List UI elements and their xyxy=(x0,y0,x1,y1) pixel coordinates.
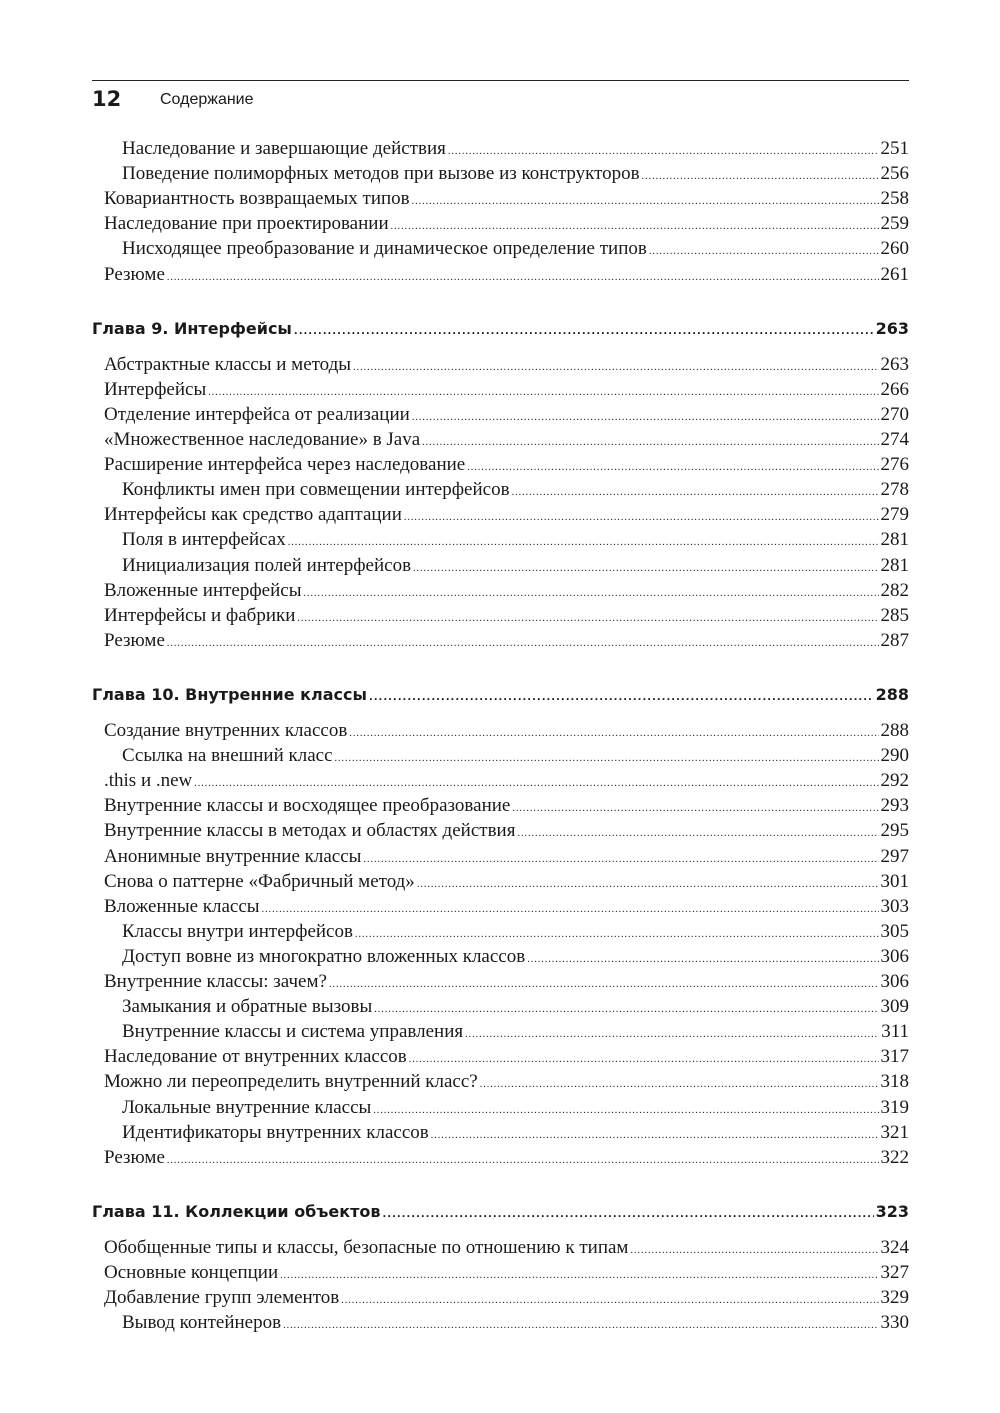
toc-entry xyxy=(92,820,909,842)
dot-leader xyxy=(412,196,879,207)
toc-entry-title: Ссылка на внешний класс xyxy=(122,745,333,767)
toc-entry-title: Основные концепции xyxy=(104,1262,279,1283)
toc-entry-title: Нисходящее преобразование и динамическое определение типов xyxy=(122,238,647,260)
chapter-heading xyxy=(92,685,909,704)
toc-entry-page: 287 xyxy=(880,629,909,651)
toc-entry-page: 290 xyxy=(880,745,909,767)
toc-entry-page: 263 xyxy=(880,353,909,375)
toc-entry-page: 309 xyxy=(880,996,909,1018)
toc-entry-page: 327 xyxy=(880,1262,909,1283)
toc-entry-title: Резюме xyxy=(104,1146,165,1168)
toc-entry-title: Обобщенные типы и классы, безопасные по отношению к типам xyxy=(104,1236,629,1258)
toc-entry-page: 306 xyxy=(880,945,909,967)
toc-entry-page: 297 xyxy=(880,845,909,867)
dot-leader xyxy=(294,326,874,337)
dot-leader xyxy=(404,512,879,523)
toc-entry xyxy=(92,1237,909,1259)
dot-leader xyxy=(288,537,879,548)
toc-entry xyxy=(92,479,909,501)
toc-entry xyxy=(92,1312,909,1334)
toc-entry-page: 270 xyxy=(880,403,909,425)
toc-entry xyxy=(92,1097,909,1119)
toc-entry xyxy=(92,1122,909,1144)
toc-entry xyxy=(92,504,909,526)
toc-entry-page: 260 xyxy=(880,238,909,260)
dot-leader xyxy=(167,272,879,283)
dot-leader xyxy=(373,1105,878,1116)
toc-entry-page: 281 xyxy=(880,529,909,551)
toc-entry-page: 276 xyxy=(880,454,909,476)
toc-entry-title: Наследование при проектировании xyxy=(104,213,389,235)
toc-entry-title: Вывод контейнеров xyxy=(122,1312,282,1334)
toc-entry-title: Конфликты имен при совмещении интерфейсов xyxy=(122,479,510,501)
toc-entry-title: Расширение интерфейса через наследование xyxy=(104,454,466,476)
dot-leader xyxy=(194,778,878,789)
toc-entry-title: Глава 10. Внутренние классы xyxy=(92,684,367,704)
dot-leader xyxy=(363,854,878,865)
toc-entry-page: 319 xyxy=(880,1096,909,1118)
toc-entry-title: Абстрактные классы и методы xyxy=(104,353,352,375)
toc-entry xyxy=(92,404,909,426)
toc-entry-page: 321 xyxy=(880,1121,909,1143)
toc-entry-title: Вложенные интерфейсы xyxy=(104,579,302,601)
toc-entry xyxy=(92,846,909,868)
toc-entry xyxy=(92,264,909,286)
toc-entry xyxy=(92,163,909,185)
toc-entry xyxy=(92,238,909,260)
toc-entry xyxy=(92,429,909,451)
toc-entry-title: Наследование от внутренних классов xyxy=(104,1046,407,1068)
toc-entry-title: Внутренние классы в методах и областях действия xyxy=(104,820,516,842)
toc-entry-title: Глава 11. Коллекции объектов xyxy=(92,1201,381,1221)
toc-entry-page: 279 xyxy=(880,504,909,526)
toc-entry-title: «Множественное наследование» в Java xyxy=(104,429,421,450)
toc-entry xyxy=(92,971,909,993)
chapter-heading xyxy=(92,319,909,338)
dot-leader xyxy=(353,362,878,373)
toc-entry xyxy=(92,605,909,627)
toc-entry-title: Классы внутри интерфейсов xyxy=(122,920,353,942)
dot-leader xyxy=(512,487,879,498)
toc-entry-page: 278 xyxy=(880,479,909,501)
toc-entry-title: Поведение полиморфных методов при вызове из конструкторов xyxy=(122,163,640,185)
dot-leader xyxy=(369,692,874,703)
toc-entry-title: Поля в интерфейсах xyxy=(122,529,286,551)
toc-entry-page: 318 xyxy=(880,1071,909,1093)
dot-leader xyxy=(527,954,878,965)
toc-entry xyxy=(92,1046,909,1068)
toc-entry-page: 266 xyxy=(880,378,909,400)
dot-leader xyxy=(391,221,879,232)
dot-leader xyxy=(329,979,879,990)
toc-entry xyxy=(92,138,909,160)
toc-entry-page: 251 xyxy=(880,138,909,159)
toc-entry xyxy=(92,896,909,918)
toc-entry-title: Внутренние классы и восходящее преобразование xyxy=(104,795,511,817)
toc-entry-page: 285 xyxy=(880,604,909,626)
toc-entry-page: 317 xyxy=(880,1046,909,1068)
dot-leader xyxy=(417,879,879,890)
toc-entry-page: 256 xyxy=(880,163,909,185)
toc-entry-page: 295 xyxy=(880,820,909,842)
toc-entry-page: 305 xyxy=(880,920,909,942)
toc-entry-title: Интерфейсы как средство адаптации xyxy=(104,504,402,526)
toc-entry-title: Внутренние классы и система управления xyxy=(122,1021,464,1043)
toc-entry-page: 324 xyxy=(880,1236,909,1258)
toc-entry-page: 329 xyxy=(880,1287,909,1309)
toc-entry xyxy=(92,1287,909,1309)
dot-leader xyxy=(167,638,879,649)
toc-entry xyxy=(92,1262,909,1284)
toc-entry xyxy=(92,1071,909,1093)
toc-entry-title: Интерфейсы xyxy=(104,378,207,400)
dot-leader xyxy=(208,387,878,398)
toc-entry xyxy=(92,720,909,742)
toc-entry-title: Интерфейсы и фабрики xyxy=(104,604,296,626)
dot-leader xyxy=(642,171,879,182)
toc-entry-title: Идентификаторы внутренних классов xyxy=(122,1121,429,1143)
dot-leader xyxy=(262,904,879,915)
dot-leader xyxy=(512,803,878,814)
toc-entry xyxy=(92,946,909,968)
dot-leader xyxy=(283,1320,878,1331)
dot-leader xyxy=(480,1079,879,1090)
toc-entry-page: 301 xyxy=(880,870,909,892)
toc-entry-page: 322 xyxy=(880,1146,909,1168)
dot-leader xyxy=(431,1130,879,1141)
dot-leader xyxy=(465,1029,879,1040)
toc-entry xyxy=(92,921,909,943)
toc-entry-title: Замыкания и обратные вызовы xyxy=(122,996,373,1018)
toc-entry xyxy=(92,580,909,602)
toc-entry-title: Добавление групп элементов xyxy=(104,1287,340,1309)
dot-leader xyxy=(422,437,878,448)
toc-entry xyxy=(92,795,909,817)
toc-entry xyxy=(92,213,909,235)
dot-leader xyxy=(297,613,878,624)
running-header xyxy=(92,80,909,111)
toc-entry-page: 306 xyxy=(880,971,909,992)
toc-entry-page: 303 xyxy=(880,895,909,917)
toc-entry xyxy=(92,188,909,210)
dot-leader xyxy=(167,1155,879,1166)
dot-leader xyxy=(467,462,878,473)
toc-entry xyxy=(92,529,909,551)
dot-leader xyxy=(280,1270,878,1281)
dot-leader xyxy=(448,146,879,157)
chapter-heading xyxy=(92,1202,909,1221)
dot-leader xyxy=(374,1004,878,1015)
dot-leader xyxy=(303,588,878,599)
toc-entry-page: 288 xyxy=(880,720,909,741)
toc-entry-title: Инициализация полей интерфейсов xyxy=(122,554,412,576)
running-title: Содержание xyxy=(160,91,254,108)
dot-leader xyxy=(335,753,879,764)
toc-entry-page: 282 xyxy=(880,579,909,601)
page-number: 12 xyxy=(92,87,122,111)
toc-entry-page: 263 xyxy=(875,318,909,338)
dot-leader xyxy=(349,728,878,739)
toc-entry xyxy=(92,871,909,893)
toc-entry-page: 261 xyxy=(880,263,909,285)
toc-entry-page: 292 xyxy=(880,770,909,792)
toc-entry-page: 288 xyxy=(875,684,909,704)
toc-entry-title: Снова о паттерне «Фабричный метод» xyxy=(104,870,415,892)
toc-entry-title: Ковариантность возвращаемых типов xyxy=(104,188,410,210)
toc-entry xyxy=(92,1147,909,1169)
toc-entry xyxy=(92,1021,909,1043)
toc-entry xyxy=(92,555,909,577)
dot-leader xyxy=(517,828,878,839)
toc-entry xyxy=(92,996,909,1018)
dot-leader xyxy=(413,563,878,574)
dot-leader xyxy=(382,1209,873,1220)
toc-entry-page: 330 xyxy=(880,1312,909,1334)
toc-entry-title: Резюме xyxy=(104,263,165,285)
toc-entry-page: 258 xyxy=(880,188,909,210)
toc-entry-title: .this и .new xyxy=(104,770,193,792)
toc-entry-page: 323 xyxy=(875,1201,909,1221)
toc-entry-title: Можно ли переопределить внутренний класс? xyxy=(104,1071,478,1093)
toc-entry-title: Доступ вовне из многократно вложенных классов xyxy=(122,945,526,967)
toc-entry-title: Локальные внутренние классы xyxy=(122,1096,372,1118)
toc-entry-title: Наследование и завершающие действия xyxy=(122,138,446,159)
toc-entry-title: Вложенные классы xyxy=(104,895,260,917)
toc-entry-title: Глава 9. Интерфейсы xyxy=(92,318,292,338)
toc-entry-title: Отделение интерфейса от реализации xyxy=(104,403,410,425)
dot-leader xyxy=(649,246,879,257)
dot-leader xyxy=(630,1245,878,1256)
toc-entry xyxy=(92,379,909,401)
toc-entry-title: Создание внутренних классов xyxy=(104,720,348,741)
toc-entry xyxy=(92,630,909,652)
toc-entry-title: Анонимные внутренние классы xyxy=(104,845,362,867)
dot-leader xyxy=(355,929,879,940)
dot-leader xyxy=(409,1054,879,1065)
toc-entry xyxy=(92,745,909,767)
toc-entry-title: Внутренние классы: зачем? xyxy=(104,971,327,992)
toc-entry-page: 274 xyxy=(880,429,909,450)
dot-leader xyxy=(341,1295,878,1306)
toc-entry-page: 281 xyxy=(880,554,909,576)
toc-entry-page: 293 xyxy=(880,795,909,817)
toc-entry xyxy=(92,454,909,476)
toc-entry-page: 259 xyxy=(880,213,909,235)
dot-leader xyxy=(412,412,879,423)
toc-entry-page: 311 xyxy=(881,1021,909,1043)
toc-entry xyxy=(92,770,909,792)
toc-entry xyxy=(92,354,909,376)
toc-entry-title: Резюме xyxy=(104,629,165,651)
